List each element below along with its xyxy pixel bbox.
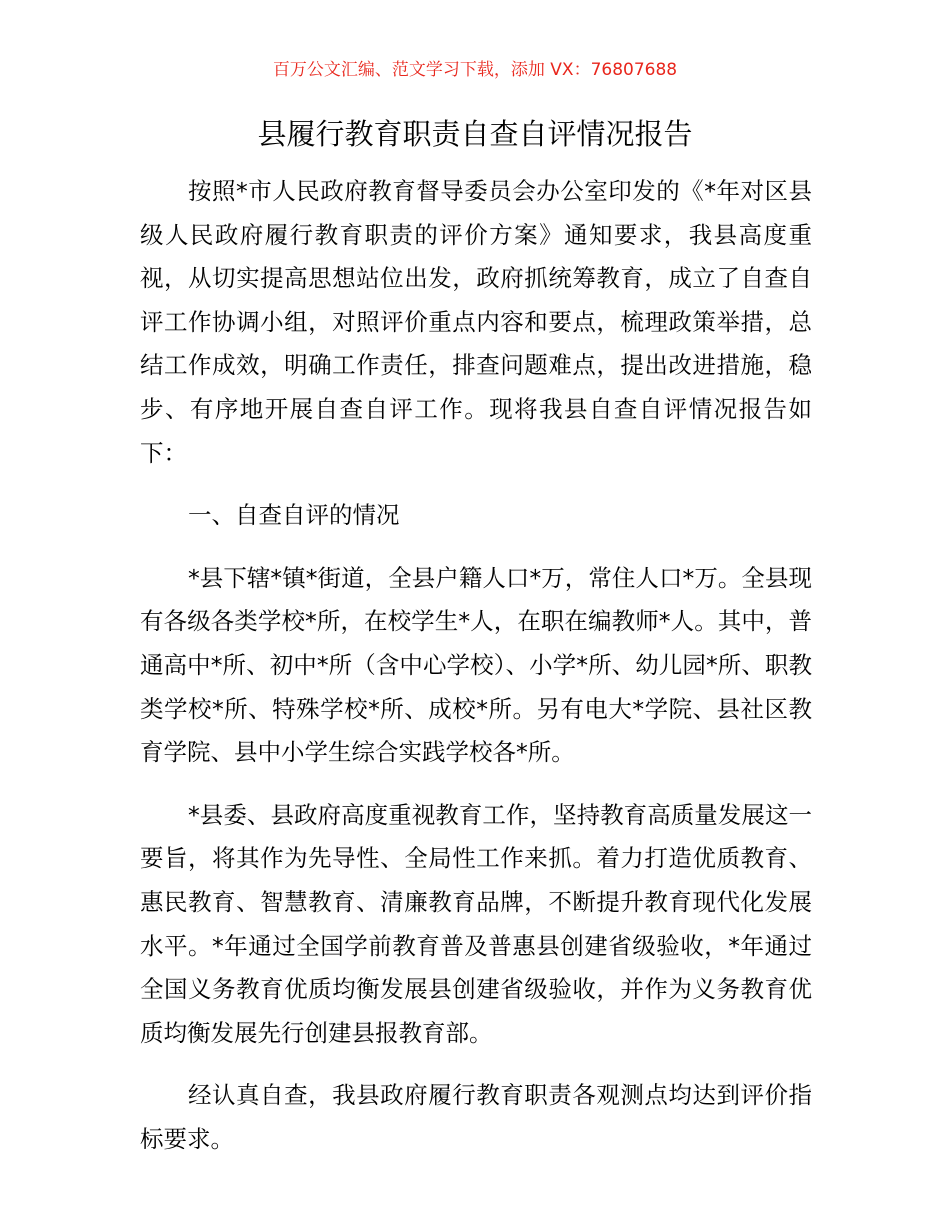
watermark-header: 百万公文汇编、范文学习下载，添加 VX：76807688 xyxy=(272,60,678,80)
section-heading: 一、自查自评的情况 xyxy=(188,501,400,530)
document-body xyxy=(140,170,812,1161)
section-paragraph-1: *县下辖*镇*街道，全县户籍人口*万，常住人口*万。全县现有各级各类学校*所，在校学生*人，在职在编教师*人。其中，普通高中*所、初中*所（含中心学校）、小学*所、幼儿园*所、职教类学校*所、特殊学校*所、成校*所。另有电大*学院、县社区教育学院、县中小学生综合实践学校各*所。 xyxy=(140,563,812,767)
section-paragraph-3: 经认真自查，我县政府履行教育职责各观测点均达到评价指标要求。 xyxy=(140,1081,812,1153)
intro-paragraph: 按照*市人民政府教育督导委员会办公室印发的《*年对区县级人民政府履行教育职责的评价方案》通知要求，我县高度重视，从切实提高思想站位出发，政府抓统筹教育，成立了自查自评工作协调小组，对照评价重点内容和要点，梳理政策举措，总结工作成效，明确工作责任，排查问题难点，提出改进措施，稳步、有序地开展自查自评工作。现将我县自查自评情况报告如下： xyxy=(140,177,812,467)
document-title: 县履行教育职责自查自评情况报告 xyxy=(257,117,693,151)
section-paragraph-2: *县委、县政府高度重视教育工作，坚持教育高质量发展这一要旨，将其作为先导性、全局性工作来抓。着力打造优质教育、惠民教育、智慧教育、清廉教育品牌，不断提升教育现代化发展水平。*年通过全国学前教育普及普惠县创建省级验收，*年通过全国义务教育优质均衡发展县创建省级验收，并作为义务教育优质均衡发展先行创建县报教育部。 xyxy=(140,800,812,1047)
